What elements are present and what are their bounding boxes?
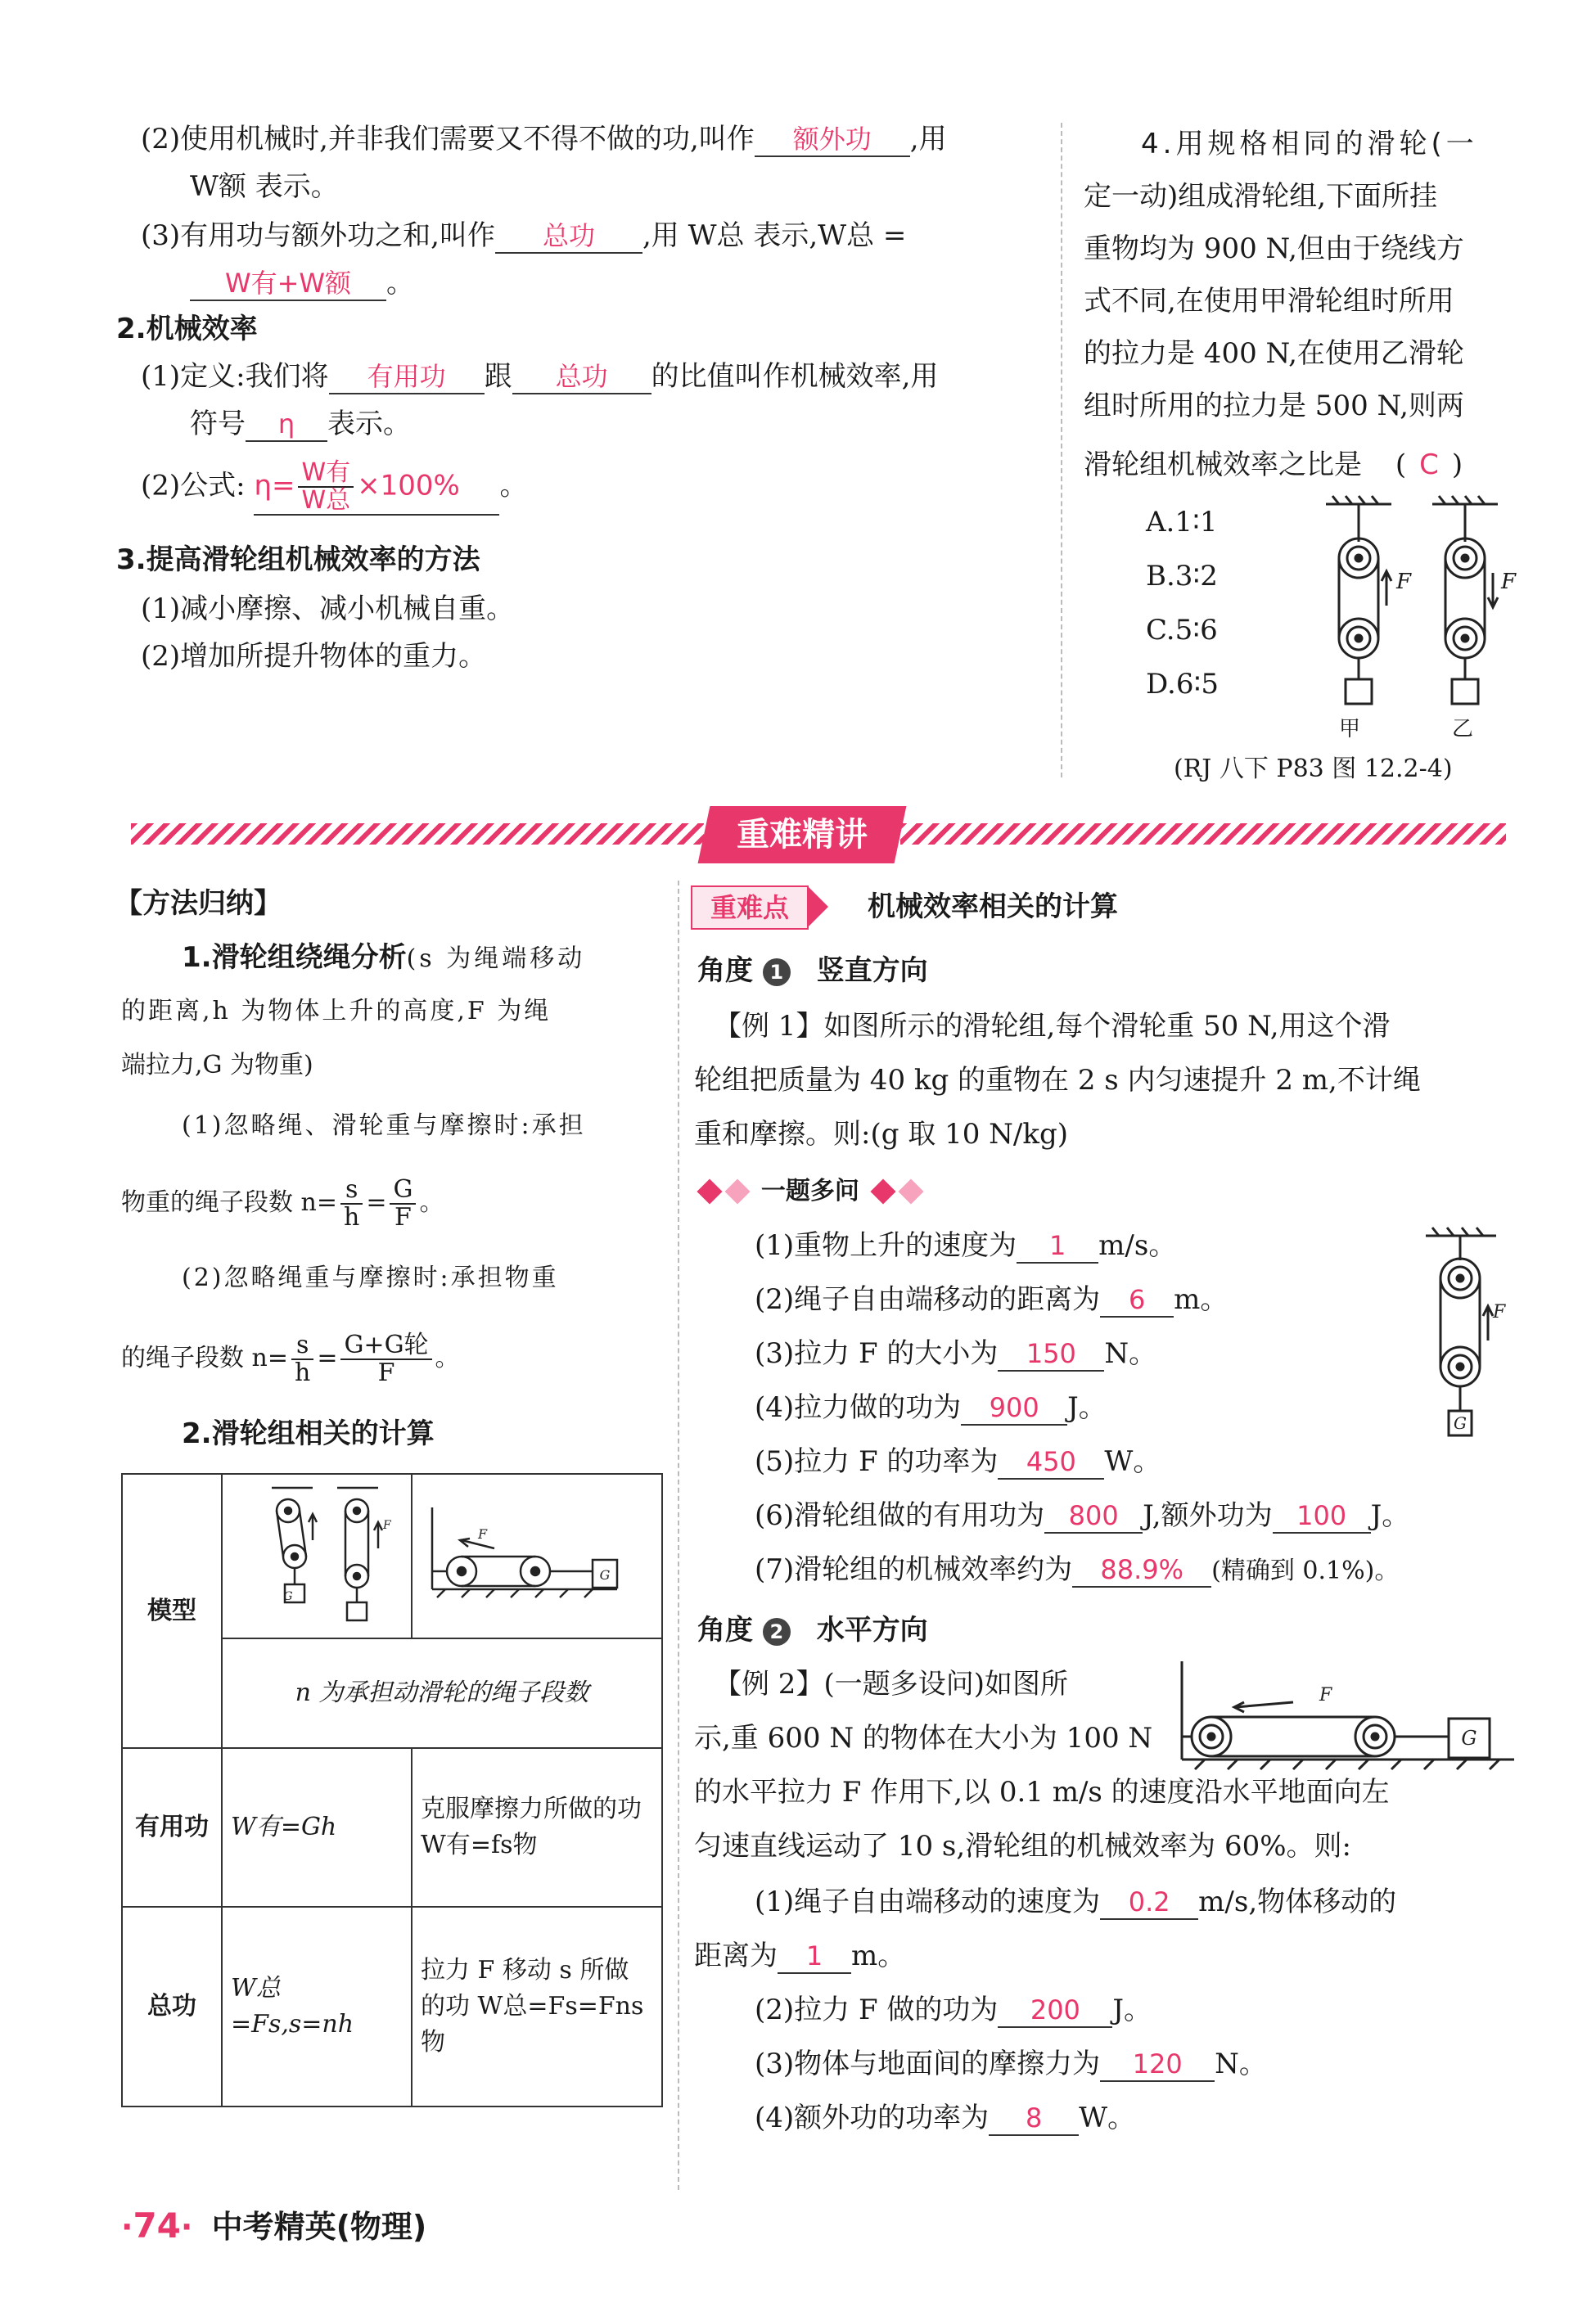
column-divider-top: [1061, 123, 1062, 777]
section-banner: 重难精讲: [698, 806, 907, 863]
method-title: 【方法归纳】: [115, 887, 282, 920]
footer: ·74· 中考精英(物理): [121, 2206, 427, 2246]
table-vertical-fig-F: F: [383, 1519, 391, 1532]
cell-useful-head: 有用功: [122, 1748, 222, 1907]
q4-line-5: 的拉力是 400 N,在使用乙滑轮: [1084, 337, 1464, 370]
q4-line-7: 滑轮组机械效率之比是 ( C ): [1084, 448, 1463, 481]
cell-total-head: 总功: [122, 1907, 222, 2106]
blank-q6b[interactable]: 100: [1273, 1499, 1371, 1534]
blank-useful-work[interactable]: 有用功: [329, 360, 485, 394]
cell-total-vertical: W总=Fs,s=nh: [222, 1907, 412, 2106]
key-point-tag: 重难点: [691, 885, 809, 930]
blank-q3[interactable]: 150: [998, 1337, 1104, 1372]
banner-stripe-left: [131, 823, 704, 845]
blank-q1[interactable]: 1: [1017, 1229, 1098, 1264]
frac-s-h-2: $\frac{s}{h}$: [291, 1332, 313, 1386]
blank-ex2-q2[interactable]: 200: [998, 1994, 1112, 2028]
ex2-line-3: 的水平拉力 F 作用下,以 0.1 m/s 的速度沿水平地面向左: [694, 1776, 1390, 1809]
ex2-fig-G: G: [1461, 1727, 1477, 1750]
q4-line-1: 4.用规格相同的滑轮(一: [1141, 128, 1478, 160]
frac-G-F: $\frac{G}{F}$: [390, 1177, 416, 1231]
line-symbol: 符号 η 表示。: [190, 408, 411, 440]
diamond-left2-icon: [724, 1178, 750, 1204]
multi-question-label: 一题多问: [696, 1172, 925, 1210]
q4-fig-label-left: 甲: [1339, 717, 1361, 741]
q4-option-c: C.5∶6: [1146, 614, 1218, 647]
column-divider-bottom: [678, 881, 679, 2190]
line-definition: (1)定义:我们将 有用功 跟 总功 的比值叫作机械效率,用: [141, 360, 939, 393]
q4-line-4: 式不同,在使用甲滑轮组时所用: [1084, 285, 1454, 318]
cell-model-note: n 为承担动滑轮的绳子段数: [222, 1638, 662, 1748]
q4-source: (RJ 八下 P83 图 12.2-4): [1174, 755, 1453, 783]
q4-answer[interactable]: C: [1419, 448, 1439, 481]
diamond-right-icon: [870, 1178, 895, 1204]
q5: (5)拉力 F 的功率为 450 W。: [755, 1445, 1161, 1478]
blank-total-work[interactable]: 总功: [495, 219, 642, 254]
q4-fig-F-left: F: [1396, 570, 1412, 594]
q1: (1)重物上升的速度为 1 m/s。: [755, 1229, 1177, 1262]
cell-useful-horizontal: 克服摩擦力所做的功 W有=fs物: [412, 1748, 662, 1907]
q4-option-a: A.1∶1: [1146, 506, 1218, 538]
ex2-line-1: 【例 2】(一题多设问)如图所: [714, 1668, 1068, 1701]
blank-total-formula[interactable]: W有+W额: [190, 267, 386, 301]
heading-efficiency: 2.机械效率: [116, 313, 258, 345]
q4-line-3: 重物均为 900 N,但由于绕线方: [1084, 232, 1464, 265]
formula-answer[interactable]: η= $\frac{\text{W有}}{\text{W总}}$ ×100%: [254, 460, 499, 516]
ex1-fig-F: F: [1493, 1302, 1506, 1322]
blank-q2[interactable]: 6: [1100, 1283, 1174, 1318]
line-total-formula: W有+W额 。: [190, 265, 414, 301]
blank-total-work-2[interactable]: 总功: [512, 360, 651, 394]
ex2-pulley-figure: [1170, 1661, 1522, 1776]
ex2-q2: (2)拉力 F 做的功为 200 J。: [755, 1994, 1152, 2026]
blank-q4[interactable]: 900: [961, 1391, 1067, 1426]
model-table: [121, 1473, 663, 2107]
table-row-total: [122, 1907, 662, 2106]
table-horizontal-pulley-figure: [413, 1475, 633, 1627]
line-extra-work: (2)使用机械时,并非我们需要又不得不做的功,叫作 额外功 ,用: [141, 123, 947, 155]
angle2-number: 2: [763, 1618, 791, 1646]
table-row-model: [122, 1474, 662, 1638]
ex2-q1: (1)绳子自由端移动的速度为 0.2 m/s,物体移动的: [755, 1886, 1397, 1918]
angle1-heading: 角度 1 竖直方向: [697, 954, 928, 987]
banner-stripe-right: [900, 823, 1506, 845]
q3: (3)拉力 F 的大小为 150 N。: [755, 1337, 1157, 1370]
ex2-q3: (3)物体与地面间的摩擦力为 120 N。: [755, 2048, 1267, 2080]
blank-extra-work[interactable]: 额外功: [755, 123, 910, 157]
key-point-arrow: [807, 885, 828, 928]
q4-work: (4)拉力做的功为 900 J。: [755, 1391, 1107, 1424]
q4-fig-label-right: 乙: [1452, 717, 1474, 741]
line-improve-2: (2)增加所提升物体的重力。: [141, 640, 487, 673]
table-vertical-fig-G: G: [283, 1590, 293, 1603]
table-vertical-pulley-figure: [223, 1475, 411, 1627]
angle2-heading: 角度 2 水平方向: [697, 1614, 928, 1647]
diamond-left-icon: [697, 1178, 722, 1204]
blank-q6a[interactable]: 800: [1044, 1499, 1143, 1534]
q4-line-6: 组时所用的拉力是 500 N,则两: [1084, 390, 1464, 422]
blank-q7[interactable]: 88.9%: [1072, 1553, 1211, 1588]
ex2-fig-F: F: [1319, 1685, 1332, 1705]
q2: (2)绳子自由端移动的距离为 6 m。: [755, 1283, 1229, 1316]
method-h1: 1.滑轮组绕绳分析(s 为绳端移动: [182, 941, 586, 974]
blank-ex2-q3[interactable]: 120: [1100, 2048, 1215, 2082]
q4-line-2: 定一动)组成滑轮组,下面所挂: [1084, 180, 1438, 213]
line-formula: (2)公式: η= $\frac{\text{W有}}{\text{W总}}$ ×100% 。: [141, 458, 528, 515]
blank-ex2-q4[interactable]: 8: [989, 2102, 1079, 2136]
method-p5: (2)忽略绳重与摩擦时:承担物重: [182, 1264, 559, 1292]
method-p3: (1)忽略绳、滑轮重与摩擦时:承担: [182, 1111, 586, 1140]
cell-useful-vertical: W有=Gh: [222, 1748, 412, 1907]
cell-total-horizontal: 拉力 F 移动 s 所做的功 W总=Fs=Fns物: [412, 1907, 662, 2106]
cell-model-head: 模型: [122, 1474, 222, 1748]
method-h2: 2.滑轮组相关的计算: [182, 1417, 435, 1450]
ex2-q4: (4)额外功的功率为 8 W。: [755, 2102, 1136, 2134]
ex1-fig-G: G: [1454, 1413, 1467, 1433]
diamond-right2-icon: [898, 1178, 923, 1204]
cell-model-vertical: [222, 1474, 412, 1638]
heading-improve: 3.提高滑轮组机械效率的方法: [116, 543, 480, 576]
method-p6: 的绳子段数 n= $\frac{s}{h}$ = $\frac{\text{G+G轮}}{F}$ 。: [121, 1331, 460, 1387]
q6: (6)滑轮组做的有用功为 800 J,额外功为 100 J。: [755, 1499, 1410, 1532]
q7: (7)滑轮组的机械效率约为 88.9% (精确到 0.1%)。: [755, 1553, 1400, 1586]
method-p4: 物重的绳子段数 n= $\frac{s}{h}$ = $\frac{G}{F}$ 。: [121, 1175, 444, 1232]
method-p1: 的距离,h 为物体上升的高度,F 为绳: [121, 997, 552, 1025]
page-number: 74: [133, 2206, 181, 2246]
ex1-line-1: 【例 1】如图所示的滑轮组,每个滑轮重 50 N,用这个滑: [714, 1010, 1391, 1043]
blank-ex2-q1[interactable]: 0.2: [1100, 1886, 1198, 1920]
method-p2: 端拉力,G 为物重): [121, 1051, 313, 1079]
q4-pulley-figure: [1310, 491, 1522, 737]
formula-fraction: $\frac{\text{W有}}{\text{W总}}$: [298, 460, 354, 514]
blank-ex2-q1b[interactable]: 1: [778, 1940, 851, 1974]
ex1-line-2: 轮组把质量为 40 kg 的重物在 2 s 内匀速提升 2 m,不计绳: [694, 1064, 1421, 1097]
blank-q5[interactable]: 450: [998, 1445, 1104, 1480]
key-point-title: 机械效率相关的计算: [868, 890, 1118, 923]
ex1-line-3: 重和摩擦。则:(g 取 10 N/kg): [694, 1118, 1069, 1151]
ex2-line-4: 匀速直线运动了 10 s,滑轮组的机械效率为 60%。则:: [694, 1830, 1351, 1863]
ex1-pulley-figure: [1414, 1226, 1513, 1455]
table-horizontal-fig-G: G: [599, 1567, 611, 1583]
frac-s-h: $\frac{s}{h}$: [340, 1177, 363, 1231]
footer-title: 中考精英(物理): [211, 2209, 427, 2245]
cell-model-horizontal: [412, 1474, 662, 1638]
ex2-line-2: 示,重 600 N 的物体在大小为 100 N: [694, 1722, 1153, 1755]
table-horizontal-fig-F: F: [478, 1526, 488, 1542]
line-extra-work-symbol: W额 表示。: [190, 170, 339, 203]
q4-option-b: B.3∶2: [1146, 560, 1218, 593]
frac-GGwheel-F: $\frac{\text{G+G轮}}{F}$: [340, 1332, 431, 1386]
angle1-number: 1: [763, 958, 791, 986]
blank-eta[interactable]: η: [246, 408, 327, 442]
line-total-work: (3)有用功与额外功之和,叫作 总功 ,用 W总 表示,W总 =: [141, 219, 907, 252]
line-improve-1: (1)减小摩擦、减小机械自重。: [141, 593, 515, 625]
q4-option-d: D.6∶5: [1146, 668, 1219, 701]
q4-fig-F-right: F: [1501, 570, 1517, 594]
ex2-q1b: 距离为 1 m。: [694, 1940, 906, 1972]
table-row-useful: [122, 1748, 662, 1907]
